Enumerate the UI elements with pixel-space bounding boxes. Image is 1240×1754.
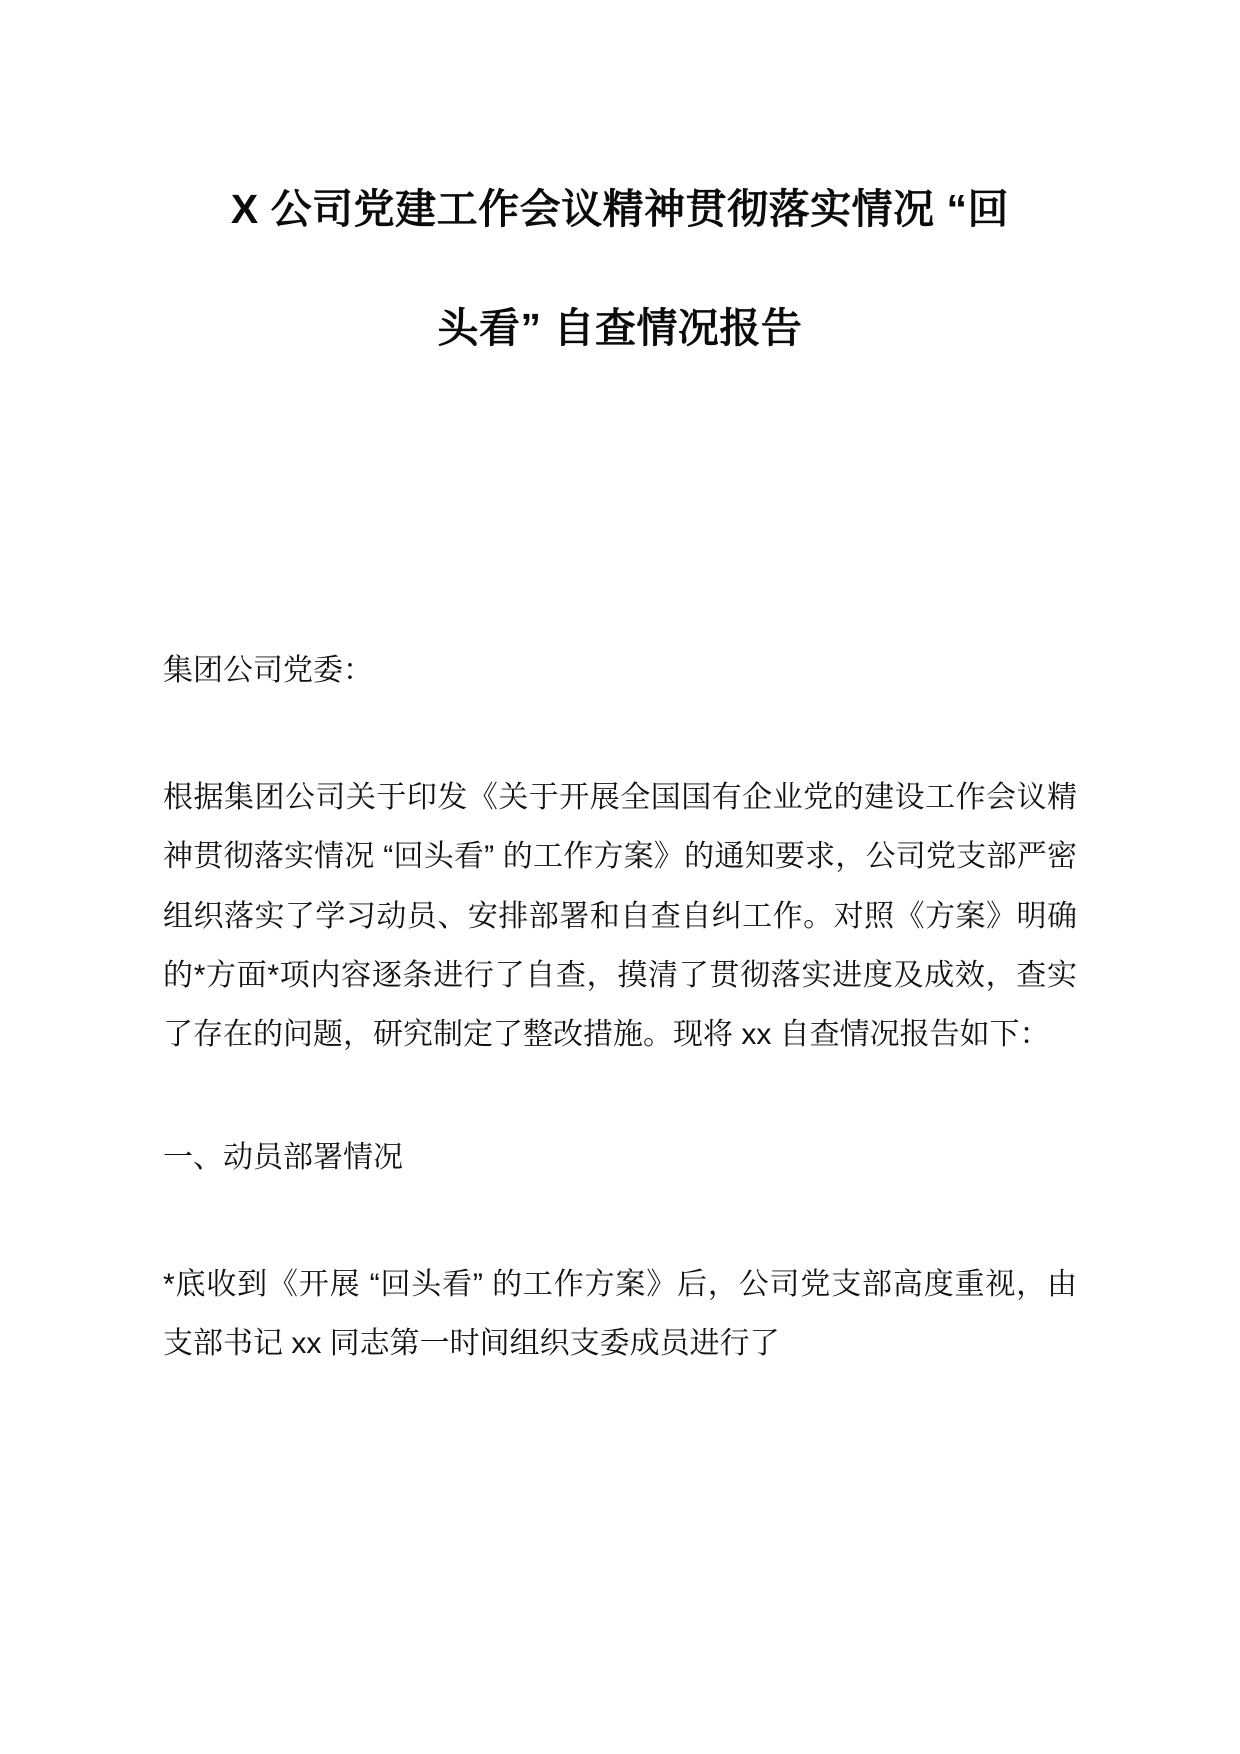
spacer-after-section-heading: [163, 1173, 1077, 1255]
page-title-line-2: 头看” 自查情况报告: [437, 304, 803, 351]
paragraph-mobilization: *底收到《开展 “回头看” 的工作方案》后，公司党支部高度重视，由支部书记 xx 同志第一时间组织支委成员进行了: [163, 1267, 1077, 1361]
spacer-after-salutation: [163, 686, 1077, 768]
page-title: [163, 0, 1077, 388]
title-body-spacer: [163, 388, 1077, 656]
paragraph-intro: 根据集团公司关于印发《关于开展全国国有企业党的建设工作会议精神贯彻落实情况 “回头看” 的工作方案》的通知要求，公司党支部严密组织落实了学习动员、安排部署和自查自纠工作。对照《方案》明确的*方面*项内容逐条进行了自查，摸清了贯彻落实进度及成效，查实了存在的问题，研究制定了整改措施。现将 xx 自查情况报告如下：: [163, 780, 1077, 1052]
salutation: 集团公司党委：: [163, 653, 373, 687]
section-heading-one: 一、动员部署情况: [163, 1140, 403, 1174]
document-content: [163, 0, 1077, 1374]
page-title-line-1: X 公司党建工作会议精神贯彻落实情况 “回: [230, 186, 1010, 232]
spacer-after-paragraph-intro: [163, 1065, 1077, 1143]
